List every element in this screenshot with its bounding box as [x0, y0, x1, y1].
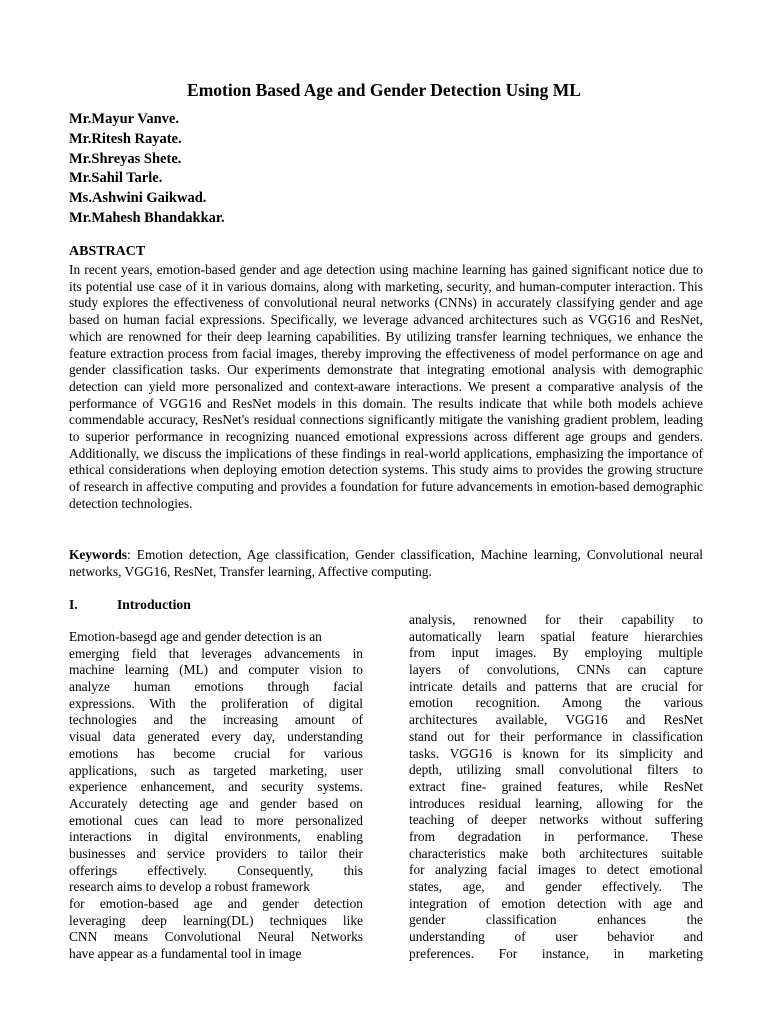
text-line: businesses and service providers to tailor their [69, 845, 363, 861]
text-line: architectures available, VGG16 and ResNet [409, 712, 703, 728]
abstract-heading: ABSTRACT [69, 244, 146, 259]
text-line: emerging field that leverages advancements in [69, 645, 363, 661]
text-line: gender classification enhances the [409, 912, 703, 928]
left-column [69, 629, 363, 963]
text-line: emotional cues can lead to more personalized [69, 812, 363, 828]
author-list [69, 110, 225, 229]
text-line: stand out for their performance in classification [409, 728, 703, 744]
text-line: applications, such as targeted marketing, user [69, 762, 363, 778]
section-number: I. [69, 597, 78, 612]
paper-title: Emotion Based Age and Gender Detection Using ML [187, 80, 581, 100]
keywords-text: : Emotion detection, Age classification, Gender classification, Machine learning, Convolutional neural networks, VGG16, ResNet, Transfer learning, Affective computing. [69, 547, 703, 579]
text-line: preferences. For instance, in marketing [409, 945, 703, 961]
text-line: for emotion-based age and gender detection [69, 896, 363, 911]
text-line: emotions has become crucial for various [69, 745, 363, 761]
text-line: CNN means Convolutional Neural Networks [69, 929, 363, 945]
keywords-paragraph [69, 547, 703, 580]
text-line: expressions. With the proliferation of digital [69, 695, 363, 711]
text-line: research aims to develop a robust framework [69, 879, 310, 895]
text-line: integration of emotion detection with age and [409, 895, 703, 911]
text-line: intricate details and patterns that are crucial for [409, 678, 703, 694]
author-name: Mr.Mahesh Bhandakkar. [69, 209, 225, 226]
abstract-body: In recent years, emotion-based gender and age detection using machine learning has gained significant notice due to its potential use case of it in various domains, along with marketing, security, and human-computer interaction. This study explores the effectiveness of convolutional neural networks (CNNs) in accurately classifying gender and age based on human facial expressions. Specifically, we leverage advanced architectures such as VGG16 and ResNet, which are renowned for their deep learning capabilities. By utilizing transfer learning techniques, we enhance the feature extraction process from facial images, thereby improving the effectiveness of model performance on age and gender classification tasks. Our experiments demonstrate that integrating emotional analysis with demographic detection can yield more personalized and context-aware interactions. We present a comparative analysis of the performance of VGG16 and ResNet models in this domain. The results indicate that while both models achieve commendable accuracy, ResNet's residual connections significantly mitigate the vanishing gradient problem, leading to superior performance in recognizing nuanced emotional expressions across different age groups and genders. Additionally, we discuss the implications of these findings in real-world applications, emphasizing the importance of ethical considerations when deploying emotion detection systems. This study aims to provides the growing structure of research in affective computing and provides a foundation for future advancements in emotion-based demographic detection technologies. [69, 262, 703, 511]
right-column [409, 612, 703, 962]
author-name: Ms.Ashwini Gaikwad. [69, 190, 207, 207]
keywords-label: Keywords [69, 547, 128, 562]
text-line: tasks. VGG16 is known for its simplicity and [409, 745, 703, 761]
text-line: introduces residual learning, allowing for the [409, 795, 703, 811]
text-line: states, age, and gender effectively. The [409, 879, 703, 894]
text-line: understanding of user behavior and [409, 929, 703, 945]
text-line: offerings effectively. Consequently, this [69, 862, 363, 878]
text-line: analyze human emotions through facial [69, 679, 363, 695]
author-name: Mr.Shreyas Shete. [69, 150, 182, 167]
author-name: Mr.Ritesh Rayate. [69, 130, 182, 147]
text-line: have appear as a fundamental tool in image [69, 946, 302, 962]
text-line: experience enhancement, and security systems. [69, 779, 363, 795]
text-line: depth, utilizing small convolutional filters to [409, 762, 703, 778]
text-line: teaching of deeper networks without suffering [409, 812, 703, 828]
text-line: emotion recognition. Among the various [409, 695, 703, 711]
text-line: automatically learn spatial feature hierarchies [409, 628, 703, 644]
text-line: from input images. By employing multiple [409, 645, 703, 661]
text-line: from degradation in performance. These [409, 828, 703, 844]
text-line: layers of convolutions, CNNs can capture [409, 662, 703, 678]
author-name: Mr.Sahil Tarle. [69, 170, 163, 187]
text-line: characteristics make both architectures suitable [409, 845, 703, 861]
text-line: interactions in digital environments, enabling [69, 829, 363, 845]
text-line: visual data generated every day, understanding [69, 729, 363, 745]
text-line: leveraging deep learning(DL) techniques like [69, 912, 363, 928]
text-line: machine learning (ML) and computer vision to [69, 662, 363, 678]
author-name: Mr.Mayur Vanve. [69, 111, 179, 127]
text-line: for analyzing facial images to detect emotional [409, 862, 703, 878]
text-line: analysis, renowned for their capability to [409, 612, 703, 627]
text-line: technologies and the increasing amount of [69, 712, 363, 728]
text-line: Emotion-basegd age and gender detection is an [69, 629, 322, 644]
text-line: Accurately detecting age and gender based on [69, 795, 363, 811]
text-line: extract fine- grained features, while ResNet [409, 778, 703, 794]
section-title: Introduction [117, 597, 191, 612]
